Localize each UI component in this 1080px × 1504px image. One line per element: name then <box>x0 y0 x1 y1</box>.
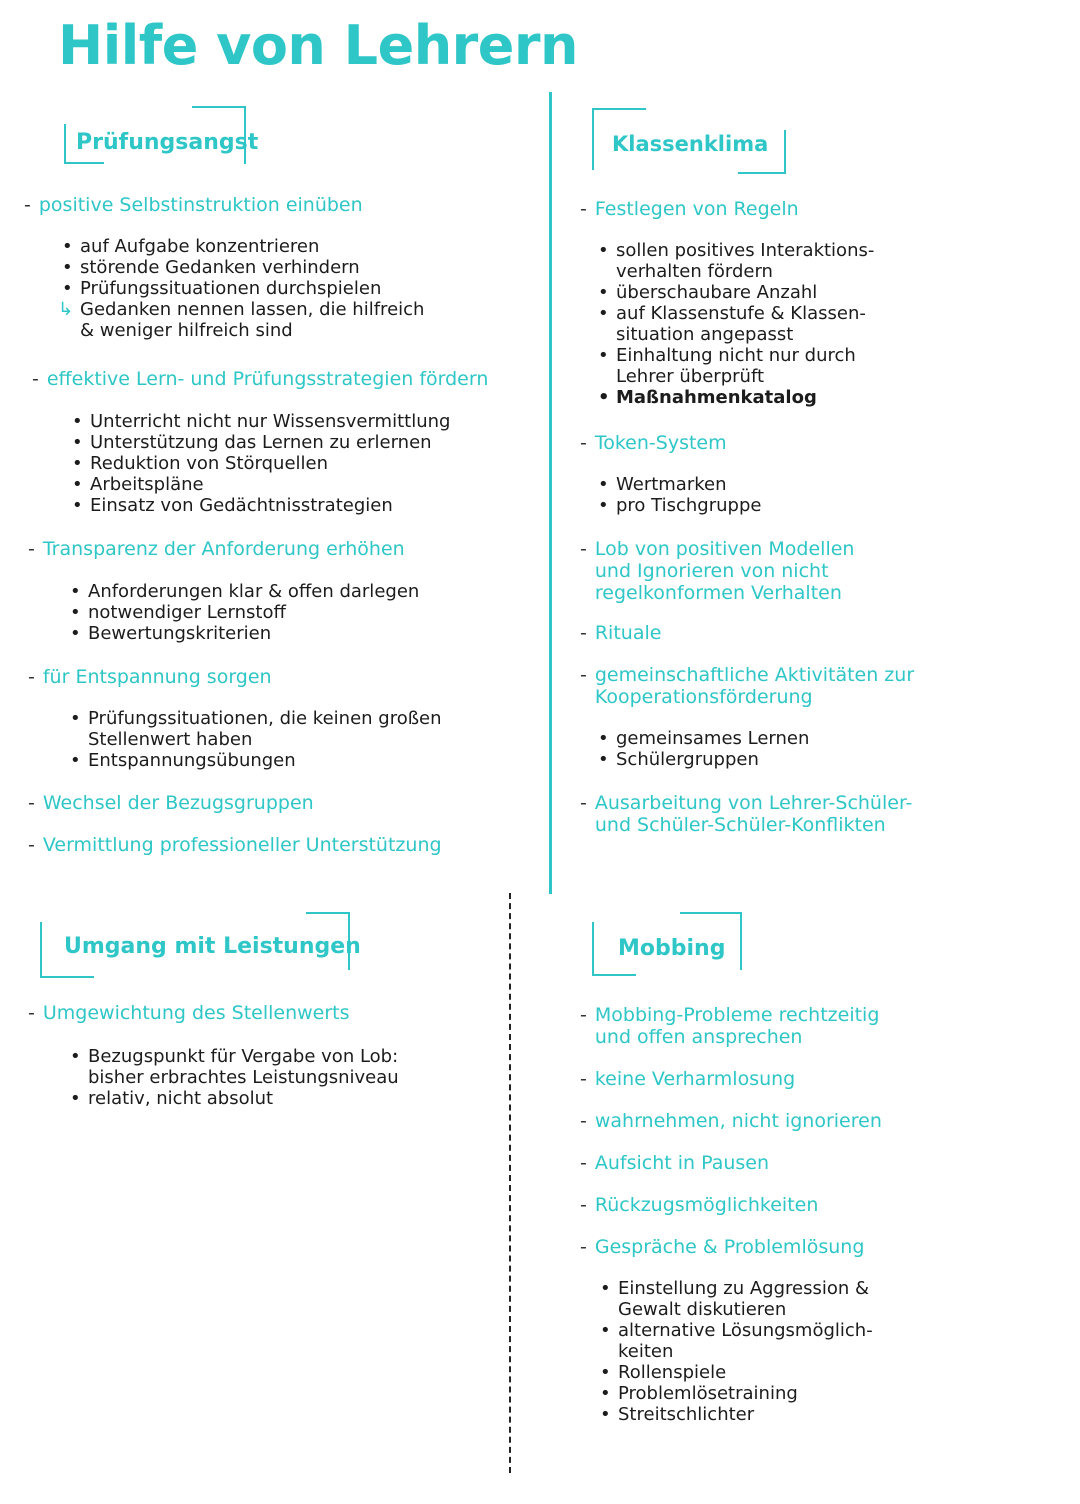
list-item: - positive Selbstinstruktion einüben <box>24 194 363 216</box>
list-item: • störende Gedanken verhindern <box>60 257 480 278</box>
list-item: - Token-System <box>580 432 727 454</box>
sub-list <box>70 411 490 516</box>
list-item: • Wertmarken <box>596 474 886 495</box>
list-item: • überschaubare Anzahl <box>596 282 886 303</box>
heading-klassenklima: Klassenklima <box>612 132 769 156</box>
list-item: • Anforderungen klar & offen darlegen <box>68 581 488 602</box>
list-item: ↳ Gedanken nennen lassen, die hilfreich & weniger hilfreich sind <box>60 299 430 341</box>
heading-pruefungsangst: Prüfungsangst <box>76 130 259 155</box>
list-item: - Umgewichtung des Stellenwerts <box>28 1002 350 1024</box>
list-item: • gemeinsames Lernen <box>596 728 886 749</box>
list-item: • Bezugspunkt für Vergabe von Lob: bisher erbrachtes Leistungsniveau <box>68 1046 448 1088</box>
list-item: • Unterricht nicht nur Wissensvermittlung <box>70 411 490 432</box>
list-item: - Transparenz der Anforderung erhöhen <box>28 538 405 560</box>
list-item: • Unterstützung das Lernen zu erlernen <box>70 432 490 453</box>
list-item: • Prüfungssituationen, die keinen großen Stellenwert haben <box>68 708 468 750</box>
list-item: - effektive Lern- und Prüfungsstrategien fördern <box>32 368 489 390</box>
sub-list <box>68 708 468 771</box>
list-item: • sollen positives Interaktions-verhalten fördern <box>596 240 886 282</box>
sub-list <box>60 236 480 341</box>
sub-list <box>68 581 488 644</box>
list-item: • Schülergruppen <box>596 749 886 770</box>
list-item: • Entspannungsübungen <box>68 750 468 771</box>
list-item: • Einsatz von Gedächtnisstrategien <box>70 495 490 516</box>
list-item: - Rückzugsmöglichkeiten <box>580 1194 819 1216</box>
sub-list <box>68 1046 448 1109</box>
column-divider <box>509 893 511 1473</box>
sub-list <box>598 1278 898 1425</box>
list-item: - keine Verharmlosung <box>580 1068 796 1090</box>
list-item: - Lob von positiven Modellen und Ignorieren von nicht regelkonformen Verhalten <box>580 538 855 604</box>
list-item: - wahrnehmen, nicht ignorieren <box>580 1110 882 1132</box>
list-item: • auf Klassenstufe & Klassen-situation angepasst <box>596 303 886 345</box>
list-item: - Mobbing-Probleme rechtzeitig und offen ansprechen <box>580 1004 880 1048</box>
sub-list <box>596 240 886 408</box>
heading-leistungen: Umgang mit Leistungen <box>64 934 361 959</box>
heading-frame <box>64 162 104 164</box>
sub-list <box>596 474 886 516</box>
list-item: • pro Tischgruppe <box>596 495 886 516</box>
list-item: • alternative Lösungsmöglich-keiten <box>598 1320 898 1362</box>
list-item: - Festlegen von Regeln <box>580 198 799 220</box>
list-item: - Aufsicht in Pausen <box>580 1152 770 1174</box>
list-item: • Streitschlichter <box>598 1404 898 1425</box>
list-item: - für Entspannung sorgen <box>28 666 272 688</box>
list-item: • Arbeitspläne <box>70 474 490 495</box>
list-item: • Einhaltung nicht nur durch Lehrer überprüft <box>596 345 886 387</box>
list-item: - Gespräche & Problemlösung <box>580 1236 865 1258</box>
list-item: - Ausarbeitung von Lehrer-Schüler- und Schüler-Schüler-Konflikten <box>580 792 913 836</box>
list-item: • Rollenspiele <box>598 1362 898 1383</box>
list-item: • Maßnahmenkatalog <box>596 387 886 408</box>
list-item: • Einstellung zu Aggression & Gewalt diskutieren <box>598 1278 898 1320</box>
list-item: • notwendiger Lernstoff <box>68 602 488 623</box>
page-title: Hilfe von Lehrern <box>58 14 578 77</box>
list-item: • Bewertungskriterien <box>68 623 488 644</box>
column-divider <box>549 92 552 894</box>
list-item: • Prüfungssituationen durchspielen <box>60 278 480 299</box>
list-item: • Reduktion von Störquellen <box>70 453 490 474</box>
list-item: • Problemlösetraining <box>598 1383 898 1404</box>
list-item: • auf Aufgabe konzentrieren <box>60 236 480 257</box>
list-item: - Rituale <box>580 622 662 644</box>
list-item: - gemeinschaftliche Aktivitäten zur Kooperationsförderung <box>580 664 915 708</box>
sub-list <box>596 728 886 770</box>
heading-mobbing: Mobbing <box>618 936 726 961</box>
list-item: - Vermittlung professioneller Unterstützung <box>28 834 442 856</box>
list-item: - Wechsel der Bezugsgruppen <box>28 792 314 814</box>
list-item: • relativ, nicht absolut <box>68 1088 448 1109</box>
